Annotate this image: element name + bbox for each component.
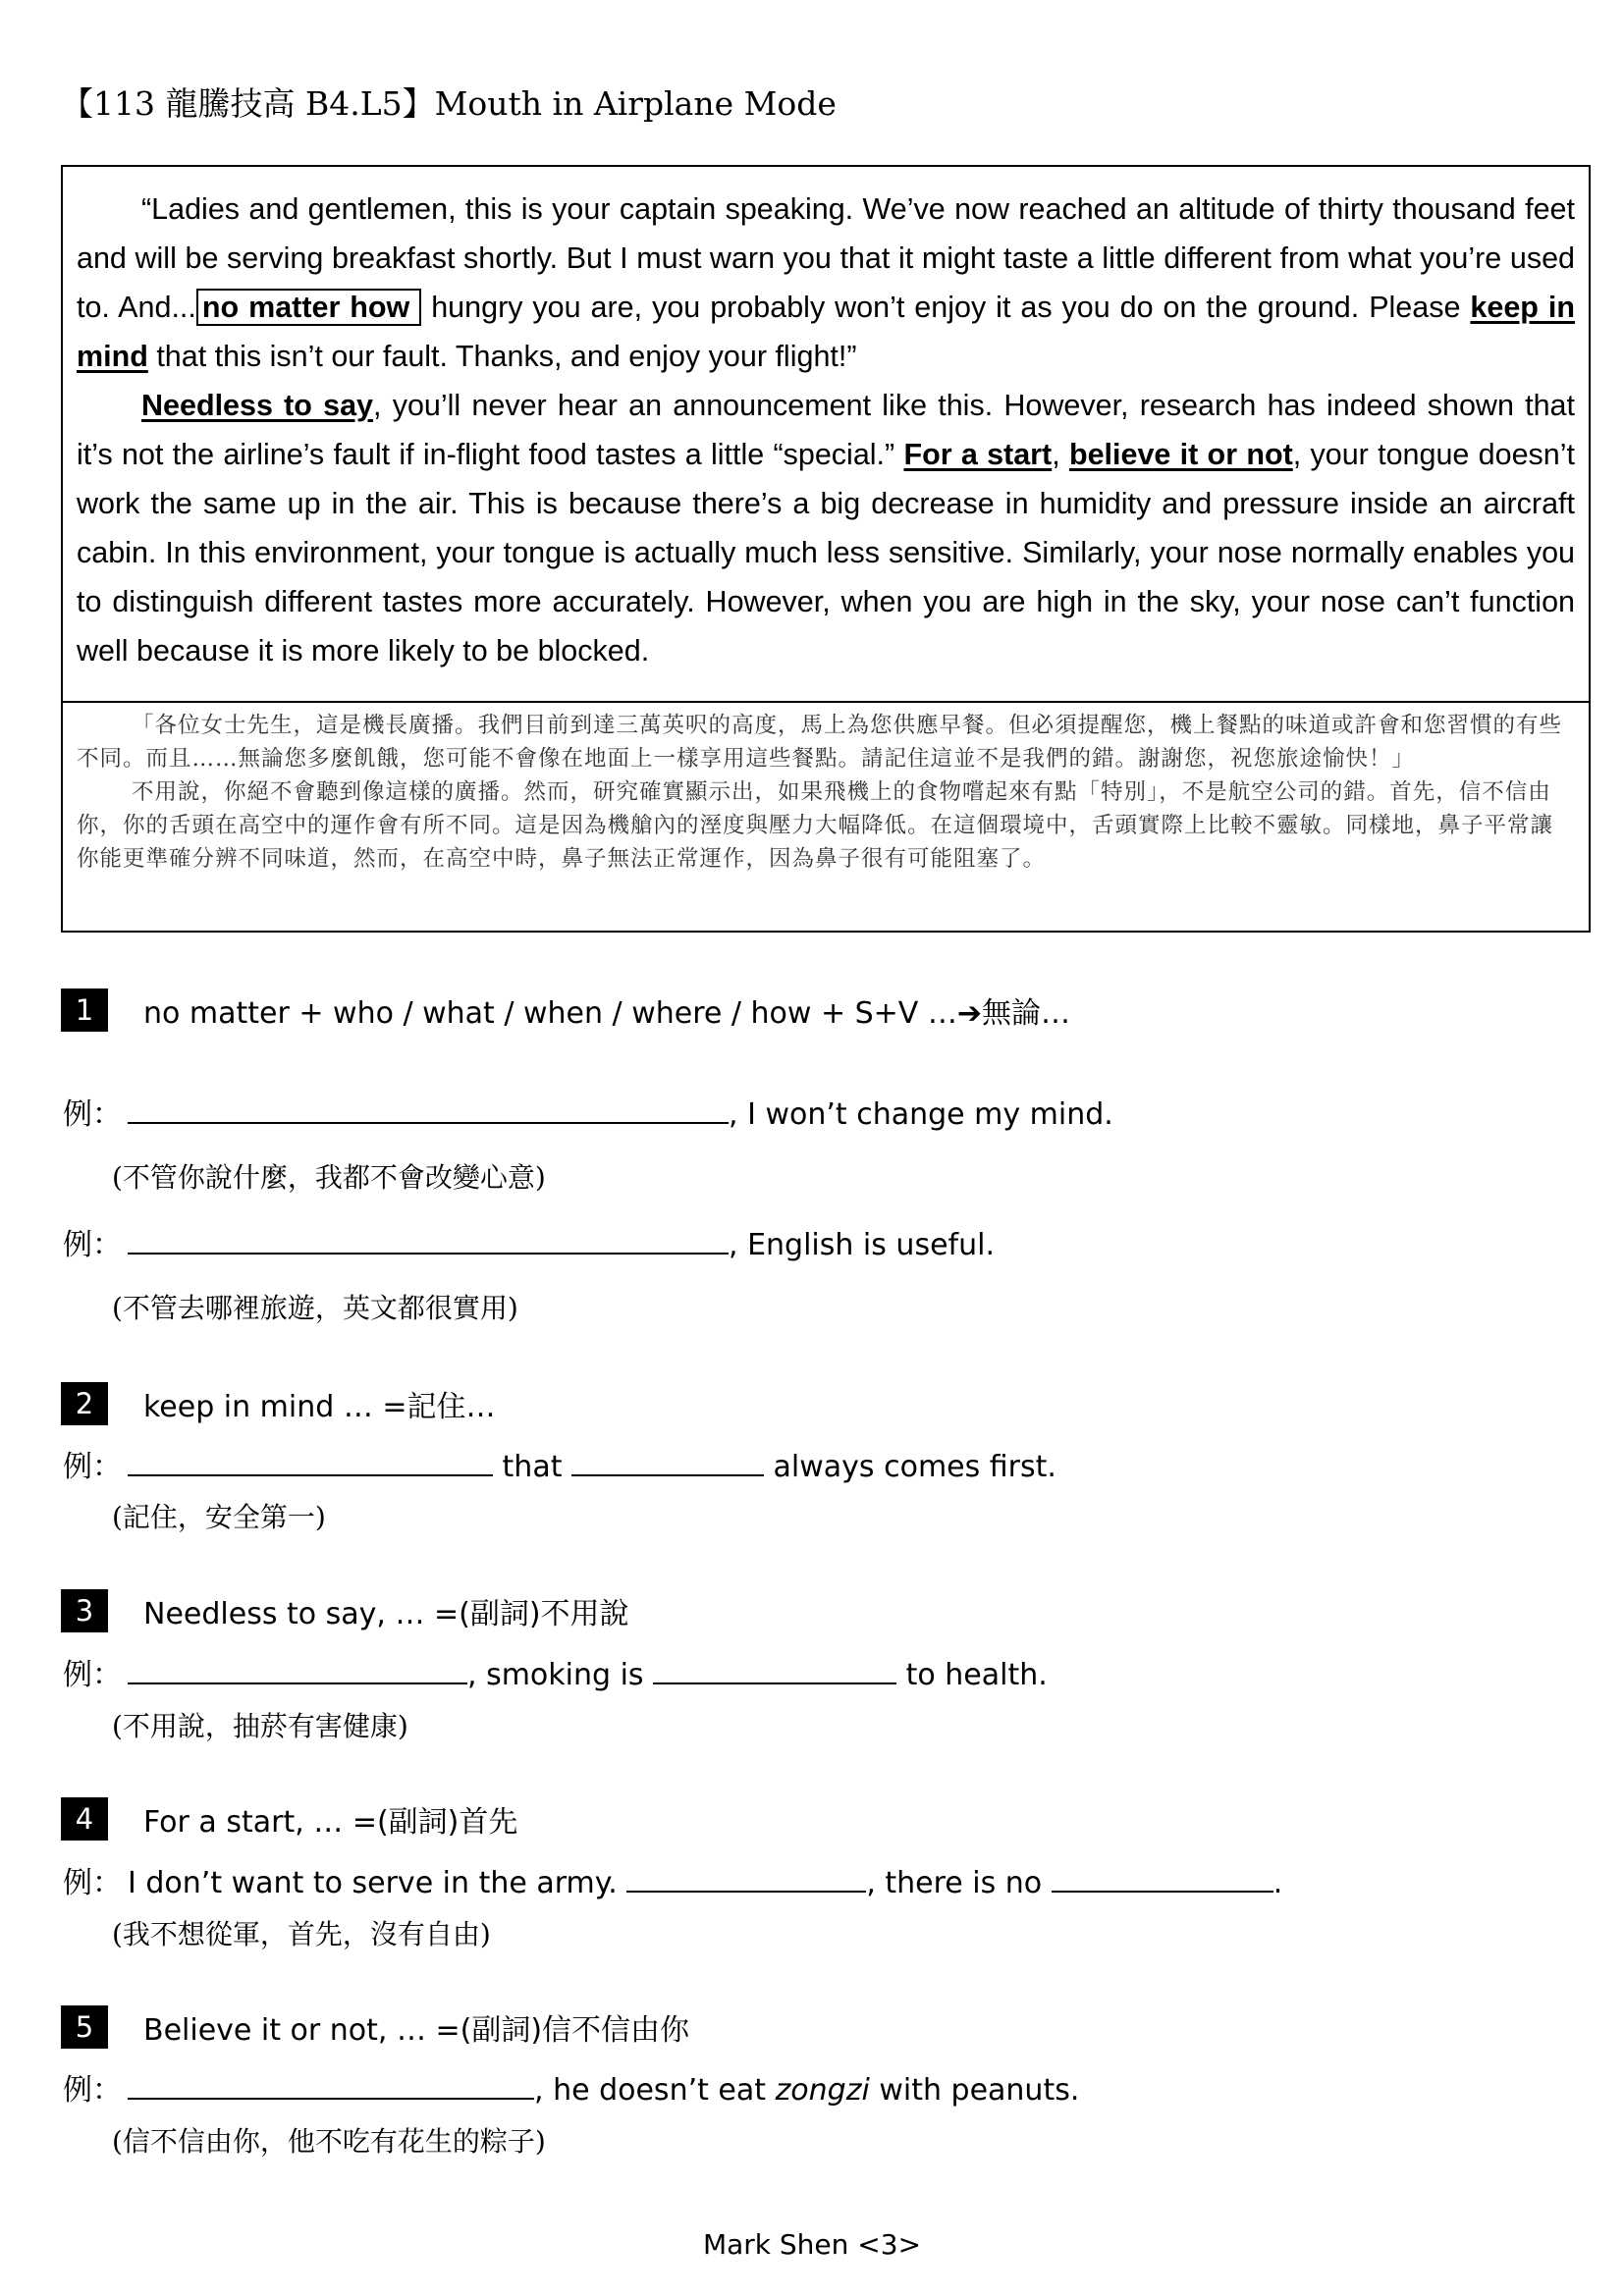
- translation-paragraph-2: 不用說，你絕不會聽到像這樣的廣播。然而，研究確實顯示出，如果飛機上的食物嚐起來有點「特別」，不是航空公司的錯。首先，信不信由你，你的舌頭在高空中的運作會有所不同。這是因為機艙內的溼度與壓力大幅降低。在這個環境中，舌頭實際上比較不靈敏。同樣地，鼻子平常讓你能更準確分辨不同味道，然而，在高空中時，鼻子無法正常運作，因為鼻子很有可能阻塞了。: [77, 779, 1554, 872]
- passage-divider: [63, 701, 1589, 703]
- key-phrase-keep-in-mind: keep in mind: [77, 291, 1575, 373]
- answer-blank[interactable]: [128, 1223, 729, 1255]
- boxed-phrase: no matter how: [196, 289, 421, 326]
- grammar-point-5: [61, 2005, 689, 2049]
- passage-paragraph-2: [77, 381, 1575, 675]
- chinese-translation: [77, 709, 1575, 876]
- number-badge: 4: [61, 1797, 108, 1841]
- example-text: that: [493, 1450, 571, 1484]
- number-badge: 2: [61, 1382, 108, 1425]
- example-label: 例：: [63, 2073, 122, 2108]
- example-label: 例：: [63, 1658, 122, 1692]
- key-phrase-believe-it-or-not: believe it or not: [1068, 438, 1293, 471]
- example-text: to health.: [896, 1658, 1048, 1692]
- example-text: .: [1272, 1866, 1283, 1900]
- answer-blank[interactable]: [653, 1653, 896, 1684]
- example-translation: (信不信由你，他不吃有花生的粽子): [112, 2125, 546, 2158]
- example-text: I don’t want to serve in the army.: [128, 1866, 627, 1900]
- passage-text: hungry you are, you probably won’t enjoy it as you do on the ground. Please: [421, 291, 1471, 324]
- answer-blank[interactable]: [1052, 1861, 1273, 1893]
- example-text: , English is useful.: [729, 1228, 995, 1262]
- example-text: , I won’t change my mind.: [729, 1097, 1113, 1132]
- example-sentence: [63, 2065, 1079, 2109]
- example-label: 例：: [63, 1450, 122, 1484]
- answer-blank[interactable]: [128, 1445, 493, 1476]
- example-sentence: [63, 1650, 1048, 1693]
- example-translation: (記住，安全第一): [112, 1501, 326, 1533]
- reading-passage: [61, 165, 1591, 933]
- grammar-point-heading: no matter + who / what / when / where / how + S+V …➔無論…: [143, 996, 1071, 1031]
- example-sentence: [63, 1442, 1056, 1485]
- example-translation: (不用說，抽菸有害健康): [112, 1710, 408, 1742]
- grammar-point-heading: Believe it or not, … =(副詞)信不信由你: [143, 2013, 690, 2048]
- translation-paragraph-1: 「各位女士先生，這是機長廣播。我們目前到達三萬英呎的高度，馬上為您供應早餐。但必須提醒您，機上餐點的味道或許會和您習慣的有些不同。而且……無論您多麼飢餓，您可能不會像在地面上一樣享用這些餐點。請記住這並不是我們的錯。謝謝您，祝您旅途愉快！」: [77, 713, 1563, 772]
- answer-blank[interactable]: [626, 1861, 866, 1893]
- page-footer: Mark Shen <3>: [702, 2228, 922, 2261]
- grammar-point-1: [61, 988, 1070, 1032]
- key-phrase-needless-to-say: Needless to say: [141, 389, 374, 422]
- example-text: , there is no: [866, 1866, 1052, 1900]
- grammar-point-heading: Needless to say, … =(副詞)不用說: [143, 1597, 629, 1631]
- answer-blank[interactable]: [128, 2068, 534, 2100]
- example-translation: (我不想從軍，首先，沒有自由): [112, 1918, 491, 1950]
- example-sentence: [63, 1858, 1282, 1901]
- example-text: , he doesn’t eat: [534, 2073, 776, 2108]
- example-translation: (不管你說什麼，我都不會改變心意): [112, 1161, 546, 1194]
- grammar-point-4: [61, 1797, 517, 1841]
- answer-blank[interactable]: [571, 1445, 764, 1476]
- grammar-point-heading: keep in mind … =記住…: [143, 1390, 496, 1424]
- example-italic-word: zongzi: [775, 2073, 870, 2108]
- answer-blank[interactable]: [128, 1093, 729, 1124]
- example-label: 例：: [63, 1228, 122, 1262]
- passage-text: ,: [1052, 438, 1069, 471]
- grammar-point-heading: For a start, … =(副詞)首先: [143, 1805, 518, 1840]
- key-phrase-for-a-start: For a start: [903, 438, 1053, 471]
- example-label: 例：: [63, 1866, 122, 1900]
- number-badge: 3: [61, 1589, 108, 1632]
- passage-text: “Ladies and gentlemen, this is your captain speaking. We’ve now reached an altitude of thirty thousand feet and will be serving breakfast shortly. But I must warn you that it might taste a little different from what you’re used to. And...: [77, 192, 1575, 324]
- worksheet-title: 【113 龍騰技高 B4.L5】Mouth in Airplane Mode: [61, 84, 837, 123]
- passage-text: , you’ll never hear an announcement like this. However, research has indeed shown that it’s not the airline’s fault if in-flight food tastes a little “special.”: [77, 389, 1575, 471]
- example-translation: (不管去哪裡旅遊，英文都很實用): [112, 1292, 518, 1324]
- example-text: , smoking is: [467, 1658, 654, 1692]
- example-text: always comes first.: [764, 1450, 1056, 1484]
- passage-text: that this isn’t our fault. Thanks, and enjoy your flight!”: [147, 340, 857, 373]
- grammar-point-2: [61, 1382, 496, 1425]
- example-sentence: [63, 1090, 1113, 1133]
- passage-text: , your tongue doesn’t work the same up in the air. This is because there’s a big decrease in humidity and pressure inside an aircraft cabin. In this environment, your tongue is actually much less sensitive. Similarly, your nose normally enables you to distinguish different tastes more accurately. However, when you are high in the sky, your nose can’t function well because it is more likely to be blocked.: [77, 438, 1575, 667]
- number-badge: 1: [61, 988, 108, 1032]
- grammar-point-3: [61, 1589, 629, 1632]
- answer-blank[interactable]: [128, 1653, 467, 1684]
- number-badge: 5: [61, 2005, 108, 2049]
- passage-paragraph-1: [77, 185, 1575, 381]
- example-label: 例：: [63, 1097, 122, 1132]
- english-passage: [77, 185, 1575, 675]
- example-text: with peanuts.: [869, 2073, 1080, 2108]
- example-sentence: [63, 1220, 995, 1263]
